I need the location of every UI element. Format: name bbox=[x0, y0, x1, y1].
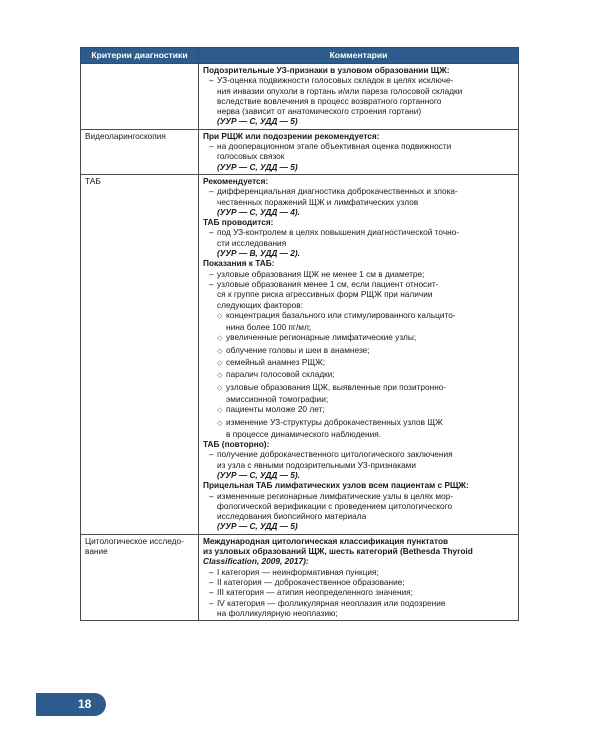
diamond-bullet-icon: ◇ bbox=[217, 419, 223, 427]
comment-heading bbox=[203, 116, 514, 126]
comment-line bbox=[203, 279, 514, 289]
comment-line bbox=[203, 491, 514, 501]
line-text: фологической верификации с проведением цитологического bbox=[217, 500, 453, 511]
comment-cell bbox=[199, 64, 519, 130]
line-text: Показания к ТАБ: bbox=[203, 258, 275, 269]
line-text: ТАБ (повторно): bbox=[203, 439, 270, 450]
comment-heading bbox=[203, 556, 514, 566]
line-text: Classification, 2009, 2017): bbox=[203, 556, 309, 567]
comment-line bbox=[203, 269, 514, 279]
comment-cell bbox=[199, 174, 519, 534]
line-text: II категория — доброкачественное образование; bbox=[217, 576, 405, 587]
comment-line bbox=[203, 404, 514, 416]
line-text: Международная цитологическая классификация пунктатов bbox=[203, 535, 449, 546]
dash-bullet: – bbox=[209, 141, 214, 152]
dash-bullet: – bbox=[209, 449, 214, 460]
line-text: ния инвазии опухоли в гортань и/или пареза голосовой складки bbox=[217, 85, 463, 96]
table-row bbox=[81, 64, 519, 130]
comment-cell bbox=[199, 534, 519, 620]
comment-line bbox=[203, 449, 514, 459]
line-text: (УУР — С, УДД — 4). bbox=[217, 206, 300, 217]
line-text: чественных поражений ЩЖ и лимфатических узлов bbox=[217, 196, 419, 207]
comment-heading bbox=[203, 536, 514, 546]
line-text: узловые образования менее 1 см, если пациент относит- bbox=[217, 278, 439, 289]
dash-bullet: – bbox=[209, 597, 214, 608]
comment-line bbox=[203, 186, 514, 196]
line-text: сти исследования bbox=[217, 237, 287, 248]
comment-heading bbox=[203, 176, 514, 186]
table-header-row bbox=[81, 48, 519, 64]
comment-line bbox=[203, 417, 514, 429]
line-text: III категория — атипия неопределенного значения; bbox=[217, 587, 413, 598]
line-text: на фолликулярную неоплазию; bbox=[217, 607, 338, 618]
comment-heading bbox=[203, 162, 514, 172]
line-text: узловые образования ЩЖ не менее 1 см в диаметре; bbox=[217, 268, 425, 279]
comment-line bbox=[203, 238, 514, 248]
line-text: следующих факторов: bbox=[217, 299, 303, 310]
dash-bullet: – bbox=[209, 576, 214, 587]
comment-line bbox=[203, 460, 514, 470]
comment-heading bbox=[203, 546, 514, 556]
comment-heading bbox=[203, 470, 514, 480]
line-text: получение доброкачественного цитологического заключения bbox=[217, 449, 453, 460]
comment-line bbox=[203, 151, 514, 161]
dash-bullet: – bbox=[209, 268, 214, 279]
comment-line bbox=[203, 394, 514, 404]
line-text: При РЩЖ или подозрении рекомендуется: bbox=[203, 130, 380, 141]
comment-line bbox=[203, 577, 514, 587]
line-text: (УУР — С, УДД — 5) bbox=[217, 161, 298, 172]
line-text: (УУР — В, УДД — 2). bbox=[217, 248, 300, 259]
line-text: Прицельная ТАБ лимфатических узлов всем пациентам с РЩЖ: bbox=[203, 480, 469, 491]
line-text: под УЗ-контролем в целях повышения диагностической точно- bbox=[217, 227, 460, 238]
comment-line bbox=[203, 322, 514, 332]
comment-heading bbox=[203, 207, 514, 217]
dash-bullet: – bbox=[209, 278, 214, 289]
comment-heading bbox=[203, 248, 514, 258]
line-text: Подозрительные УЗ-признаки в узловом образовании ЩЖ: bbox=[203, 65, 450, 75]
comment-line bbox=[203, 345, 514, 357]
comment-line bbox=[203, 332, 514, 344]
dash-bullet: – bbox=[209, 587, 214, 598]
comment-line bbox=[203, 511, 514, 521]
comment-line bbox=[203, 141, 514, 151]
diamond-bullet-icon: ◇ bbox=[217, 312, 223, 320]
diamond-bullet-icon: ◇ bbox=[217, 384, 223, 392]
line-text: дифференциальная диагностика доброкачественных и злока- bbox=[217, 186, 458, 197]
header-criteria: Критерии диагностики bbox=[81, 48, 199, 64]
comment-line bbox=[203, 567, 514, 577]
comment-cell bbox=[199, 129, 519, 174]
comment-line bbox=[203, 382, 514, 394]
diamond-bullet-icon: ◇ bbox=[217, 347, 223, 355]
line-text: (УУР — С, УДД — 5) bbox=[217, 116, 298, 127]
criterion-cell bbox=[81, 534, 199, 620]
diamond-bullet-icon: ◇ bbox=[217, 407, 223, 415]
line-text: нина более 100 пг/мл; bbox=[226, 322, 312, 333]
line-text: Рекомендуется: bbox=[203, 175, 269, 186]
table-row bbox=[81, 129, 519, 174]
table-row bbox=[81, 534, 519, 620]
comment-line bbox=[203, 310, 514, 322]
line-text: ся к группе риска агрессивных форм РЩЖ при наличии bbox=[217, 289, 433, 300]
line-text: на дооперационном этапе объективная оценка подвижности bbox=[217, 141, 452, 152]
comment-line bbox=[203, 227, 514, 237]
comment-line bbox=[203, 587, 514, 597]
line-text: семейный анамнез РЩЖ; bbox=[226, 357, 326, 368]
line-text: из узловых образований ЩЖ, шесть категорий (Bethesda Thyroid bbox=[203, 546, 473, 557]
comment-line bbox=[203, 598, 514, 608]
dash-bullet: – bbox=[209, 566, 214, 577]
table-row bbox=[81, 174, 519, 534]
comment-line bbox=[203, 289, 514, 299]
criterion-cell bbox=[81, 174, 199, 534]
comment-heading bbox=[203, 217, 514, 227]
dash-bullet: – bbox=[209, 227, 214, 238]
diagnostics-table bbox=[80, 47, 519, 621]
comment-heading bbox=[203, 65, 514, 75]
comment-line bbox=[203, 96, 514, 106]
line-text: (УУР — С, УДД — 5) bbox=[217, 521, 298, 532]
criterion-text: Цитологическое исследо- bbox=[85, 535, 184, 546]
line-text: узловые образования ЩЖ, выявленные при позитронно- bbox=[226, 381, 447, 392]
line-text: вследствие вовлечения в процесс возвратного гортанного bbox=[217, 95, 442, 106]
criterion-cell bbox=[81, 129, 199, 174]
line-text: из узла с явными подозрительными УЗ-признаками bbox=[217, 459, 417, 470]
line-text: пациенты моложе 20 лет; bbox=[226, 404, 325, 415]
line-text: эмиссионной томографии; bbox=[226, 393, 329, 404]
comment-line bbox=[203, 608, 514, 618]
comment-heading bbox=[203, 439, 514, 449]
line-text: увеличенные регионарные лимфатические узлы; bbox=[226, 332, 417, 343]
comment-line bbox=[203, 369, 514, 381]
line-text: нерва (зависит от анатомического строения гортани) bbox=[217, 106, 422, 117]
criterion-text: Видеоларингоскопия bbox=[85, 130, 166, 141]
comment-heading bbox=[203, 258, 514, 268]
header-comments: Комментарии bbox=[199, 48, 519, 64]
dash-bullet: – bbox=[209, 186, 214, 197]
line-text: IV категория — фолликулярная неоплазия или подозрение bbox=[217, 597, 446, 608]
dash-bullet: – bbox=[209, 490, 214, 501]
comment-line bbox=[203, 197, 514, 207]
line-text: (УУР — С, УДД — 5). bbox=[217, 469, 300, 480]
line-text: исследования биопсийного материала bbox=[217, 511, 367, 522]
line-text: изменение УЗ-структуры доброкачественных узлов ЩЖ bbox=[226, 416, 443, 427]
page-number: 18 bbox=[78, 697, 92, 711]
comment-line bbox=[203, 429, 514, 439]
criterion-cell bbox=[81, 64, 199, 130]
line-text: измененные регионарные лимфатические узлы в целях мор- bbox=[217, 490, 454, 501]
line-text: концентрация базального или стимулированного кальцито- bbox=[226, 309, 456, 320]
diamond-bullet-icon: ◇ bbox=[217, 372, 223, 380]
line-text: голосовых связок bbox=[217, 151, 285, 162]
criterion-text: вание bbox=[85, 546, 108, 557]
comment-line bbox=[203, 106, 514, 116]
dash-bullet: – bbox=[209, 75, 214, 86]
comment-line bbox=[203, 75, 514, 85]
diamond-bullet-icon: ◇ bbox=[217, 360, 223, 368]
comment-heading bbox=[203, 521, 514, 531]
comment-line bbox=[203, 501, 514, 511]
line-text: в процессе динамического наблюдения. bbox=[226, 428, 382, 439]
criterion-text: ТАБ bbox=[85, 175, 101, 186]
line-text: УЗ-оценка подвижности голосовых складок в целях исключе- bbox=[217, 75, 454, 86]
comment-heading bbox=[203, 480, 514, 490]
line-text: ТАБ проводится: bbox=[203, 217, 274, 228]
page-number-badge bbox=[36, 693, 106, 716]
comment-line bbox=[203, 300, 514, 310]
line-text: облучение головы и шеи в анамнезе; bbox=[226, 344, 370, 355]
comment-heading bbox=[203, 131, 514, 141]
line-text: I категория — неинформативная пункция; bbox=[217, 566, 379, 577]
line-text: паралич голосовой складки; bbox=[226, 369, 335, 380]
comment-line bbox=[203, 86, 514, 96]
comment-line bbox=[203, 357, 514, 369]
diamond-bullet-icon: ◇ bbox=[217, 335, 223, 343]
